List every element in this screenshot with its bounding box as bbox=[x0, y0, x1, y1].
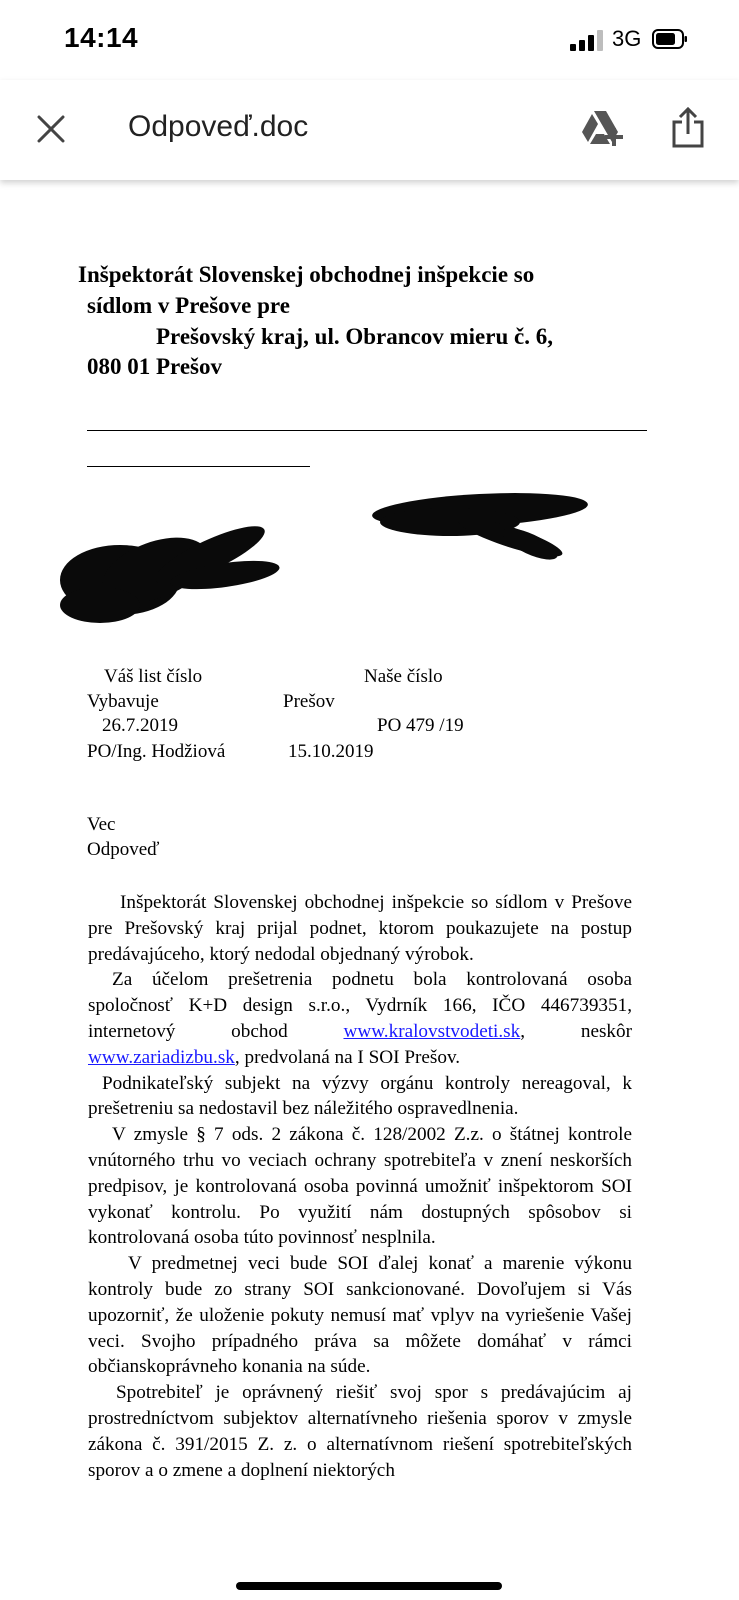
paragraph: Spotrebiteľ je oprávnený riešiť svoj spor s predávajúcim aj prostredníctvom subjektov alternatívneho riešenia sporov v zmysle zákona č. 391/2015 Z. z. o alternatívnom riešení spotrebiteľských sporov a o zmene a doplnení niektorých bbox=[88, 1382, 632, 1481]
status-time: 14:14 bbox=[64, 22, 139, 53]
divider-line bbox=[87, 430, 647, 431]
network-type: 3G bbox=[612, 26, 642, 51]
paragraph: Za účelom prešetrenia podnetu bola kontrolovaná osoba spoločnosť K+D design s.r.o., Vydrník 166, IČO 446739351, internetový obchod www.kralovstvodeti.sk, neskôr www.zariadizbu.sk, predvolaná na I SOI Prešov. bbox=[88, 969, 633, 1068]
battery-icon bbox=[652, 28, 688, 50]
link-zariadizbu[interactable]: www.zariadizbu.sk bbox=[88, 1046, 235, 1068]
link-kralovstvodeti[interactable]: www.kralovstvodeti.sk bbox=[343, 1020, 521, 1042]
signal-icon bbox=[570, 29, 604, 51]
share-icon[interactable] bbox=[670, 106, 706, 150]
document-title: Odpoveď.doc bbox=[128, 110, 309, 143]
paragraph: V zmysle § 7 ods. 2 zákona č. 128/2002 Z.z. o štátnej kontrole vnútorného trhu vo veciach ochrany spotrebiteľa v znení neskorších predpisov, je kontrolovaná osoba povinná umožniť inšpektorom SOI vykonať kontrolu. Po využití nám dostupných spôsobov si kontrolovaná osoba túto povinnosť nesplnila. bbox=[88, 1124, 632, 1249]
our-number-label: Naše číslo bbox=[364, 666, 443, 687]
recipient-line-1: Inšpektorát Slovenskej obchodnej inšpekcie so bbox=[78, 262, 535, 287]
reference-number: PO 479 /19 bbox=[377, 715, 464, 736]
document-page[interactable] bbox=[0, 182, 739, 1600]
recipient-line-3: Prešovský kraj, ul. Obrancov mieru č. 6, bbox=[156, 324, 553, 349]
paragraph: Podnikateľský subjekt na výzvy orgánu kontroly nereagoval, k prešetreniu sa nedostavil bez náležitého ospravedlnenia. bbox=[88, 1072, 632, 1120]
subject: Odpoveď bbox=[87, 839, 160, 860]
handler: PO/Ing. Hodžiová bbox=[87, 741, 226, 762]
close-icon[interactable] bbox=[34, 112, 68, 146]
redacted-sender bbox=[50, 510, 290, 640]
date-sent: 15.10.2019 bbox=[288, 741, 374, 762]
add-to-drive-icon[interactable] bbox=[580, 108, 624, 148]
recipient-line-2: sídlom v Prešove pre bbox=[87, 293, 290, 318]
divider-line-short bbox=[87, 466, 310, 467]
recipient-line-4: 080 01 Prešov bbox=[87, 354, 223, 379]
handled-by-label: Vybavuje bbox=[87, 691, 159, 712]
home-indicator[interactable] bbox=[236, 1582, 502, 1590]
paragraph: Inšpektorát Slovenskej obchodnej inšpekcie so sídlom v Prešove pre Prešovský kraj prijal podnet, ktorom poukazujete na postup predávajúceho, ktorý nedodal objednaný výrobok. bbox=[88, 892, 632, 965]
city: Prešov bbox=[283, 691, 335, 712]
your-letter-label: Váš list číslo bbox=[104, 666, 203, 687]
paragraph: V predmetnej veci bude SOI ďalej konať a marenie výkonu kontroly bude zo strany SOI sankcionované. Dovoľujem si Vás upozorniť, že uloženie pokuty nemusí mať vplyv na vyriešenie Vašej veci. Svojho prípadného práva sa môžete domáhať v rámci občianskoprávneho konania na súde. bbox=[88, 1253, 632, 1378]
redacted-address bbox=[370, 482, 600, 572]
subject-label: Vec bbox=[87, 814, 116, 835]
status-bar bbox=[0, 0, 739, 80]
letter-body bbox=[88, 890, 632, 1483]
app-bar bbox=[0, 80, 739, 180]
date-received: 26.7.2019 bbox=[102, 715, 178, 736]
